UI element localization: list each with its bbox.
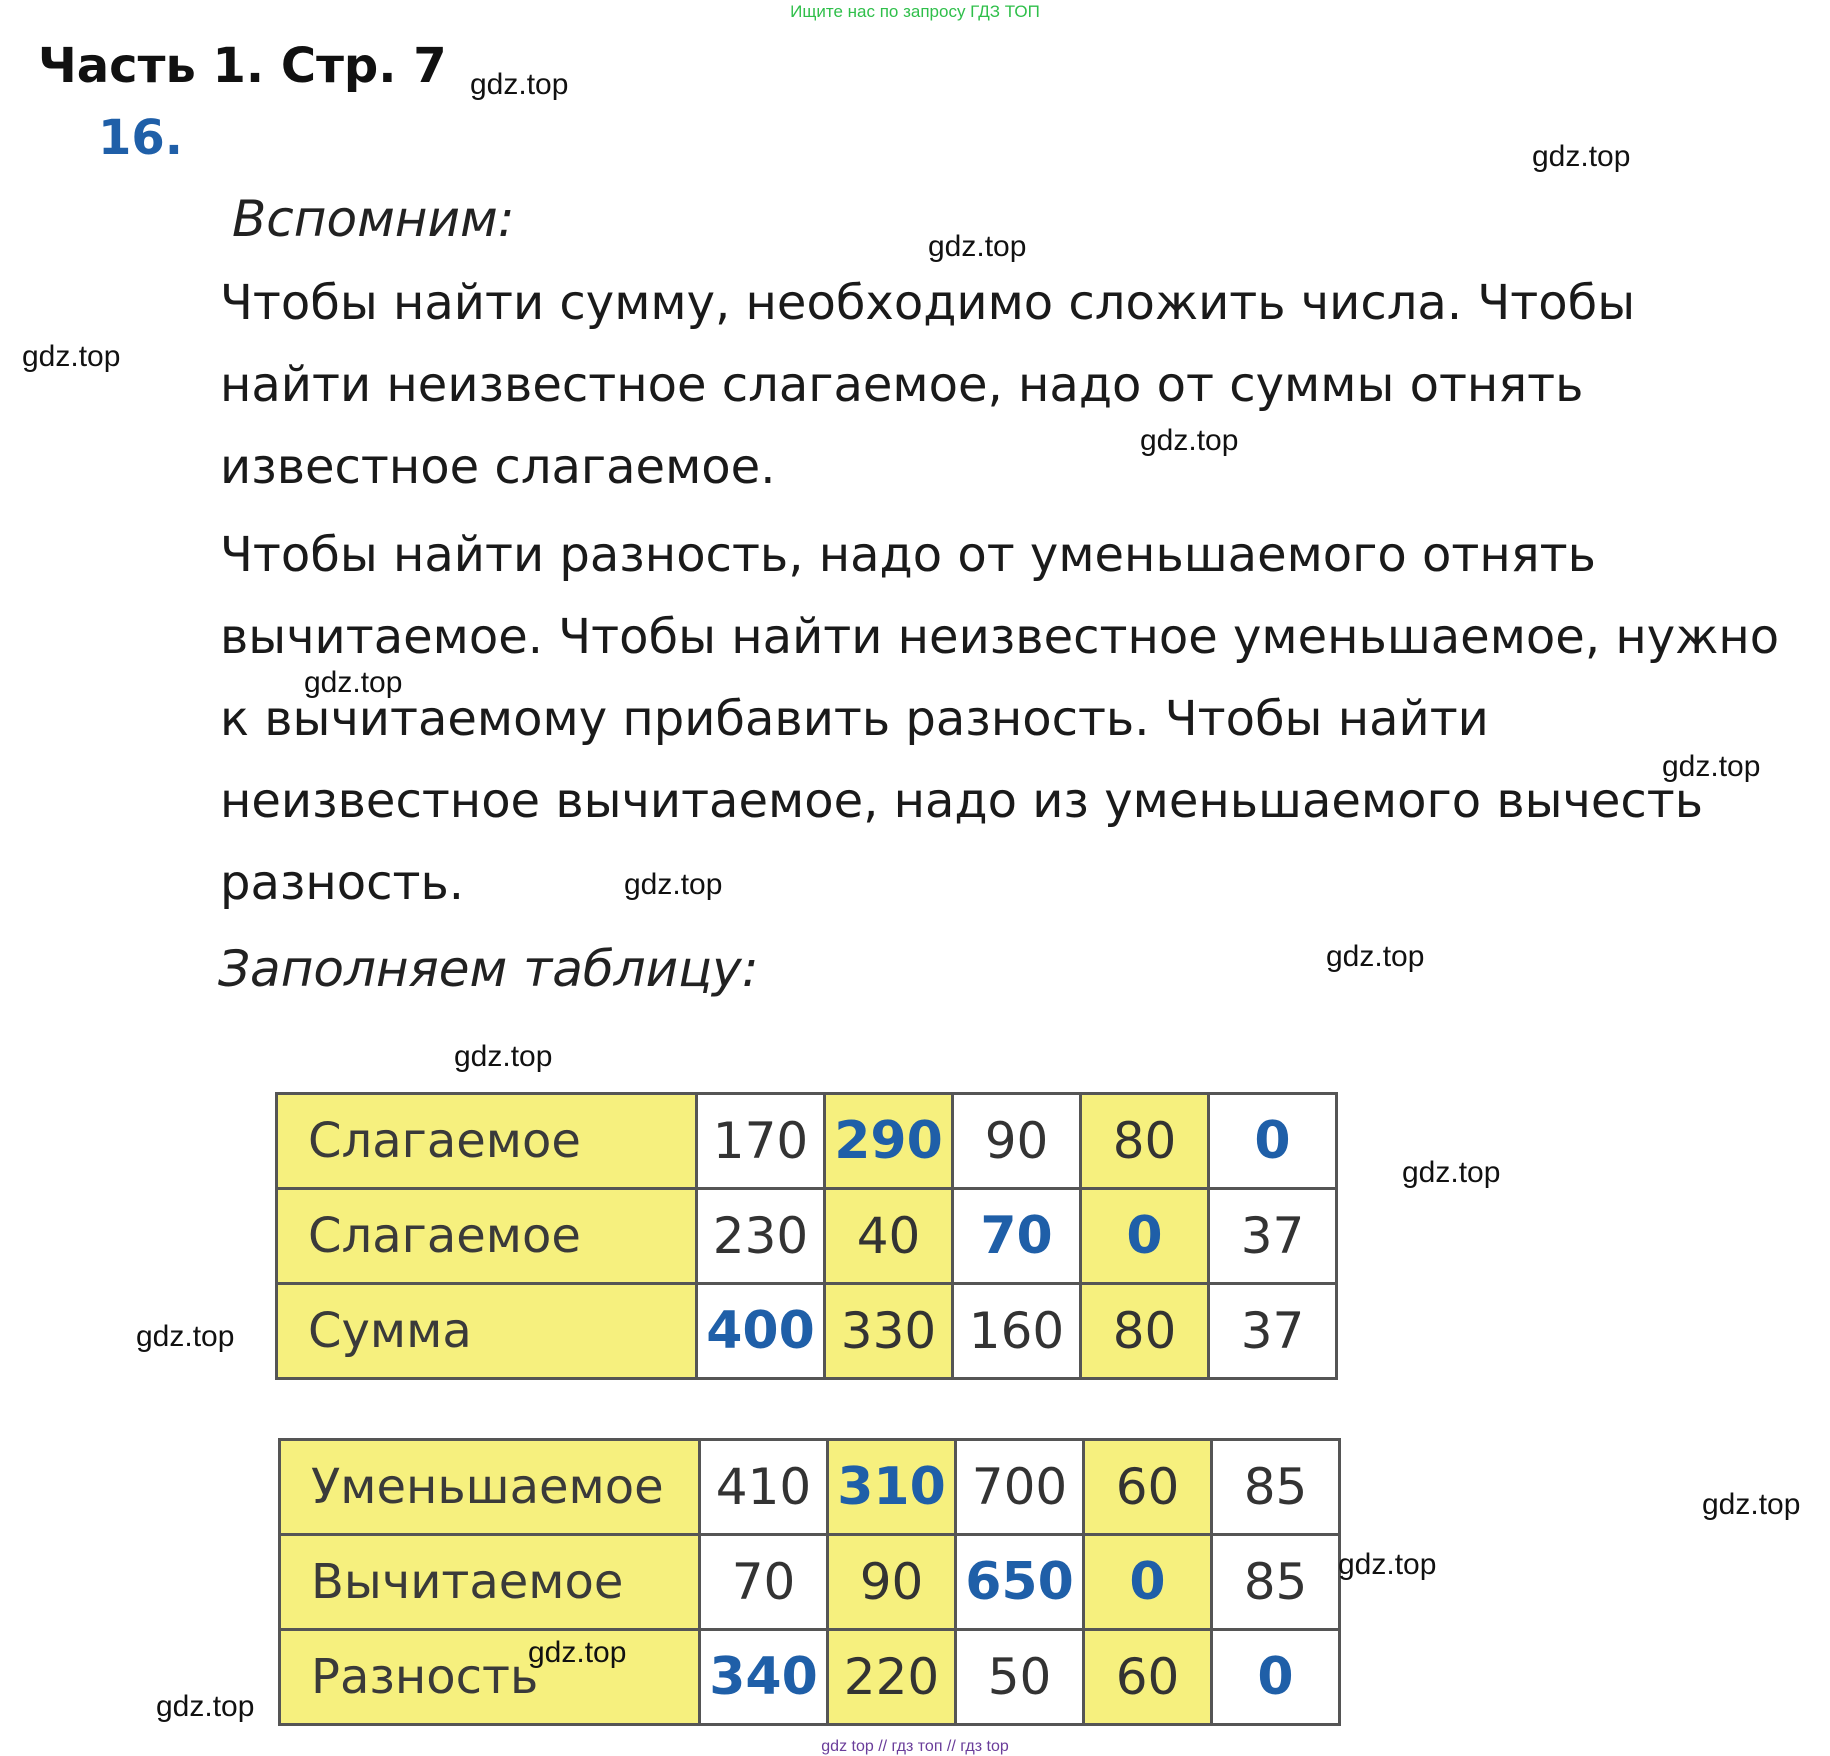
bottom-banner: gdz top // гдз топ // гдз top [821,1738,1009,1755]
table-cell: 410 [700,1440,828,1535]
watermark: gdz.top [528,1636,627,1669]
table-cell: 700 [956,1440,1084,1535]
fill-table-heading: Заполняем таблицу: [218,940,759,998]
watermark: gdz.top [1140,424,1239,457]
table-cell: 50 [956,1630,1084,1725]
rule-addition-text: Чтобы найти сумму, необходимо сложить числа. Чтобы найти неизвестное слагаемое, надо от суммы отнять известное слагаемое. [220,275,1636,495]
table-row [277,1094,1337,1189]
row-label-subtrahend: Вычитаемое [280,1535,700,1630]
watermark: gdz.top [470,68,569,101]
watermark: gdz.top [1532,140,1631,173]
table-cell: 220 [828,1630,956,1725]
table-cell: 160 [953,1284,1081,1379]
answer-cell: 340 [700,1630,828,1725]
answer-cell: 0 [1084,1535,1212,1630]
table-row [280,1440,1340,1535]
answer-cell: 0 [1081,1189,1209,1284]
table-cell: 90 [828,1535,956,1630]
table-row [280,1630,1340,1725]
table-cell: 80 [1081,1094,1209,1189]
page-title: Часть 1. Стр. 7 [38,38,447,94]
table-cell: 40 [825,1189,953,1284]
top-banner: Ищите нас по запросу ГДЗ ТОП [790,2,1040,21]
watermark: gdz.top [304,666,403,699]
rule-subtraction-paragraph [160,514,1800,924]
row-label-difference: Разность [280,1630,700,1725]
answer-cell: 290 [825,1094,953,1189]
table-cell: 85 [1212,1440,1340,1535]
table-cell: 70 [700,1535,828,1630]
answer-cell: 650 [956,1535,1084,1630]
rule-addition-paragraph [160,262,1800,508]
answer-cell: 310 [828,1440,956,1535]
row-label-sum: Сумма [277,1284,697,1379]
watermark: gdz.top [22,340,121,373]
table-cell: 90 [953,1094,1081,1189]
subtraction-table [278,1438,1341,1726]
watermark: gdz.top [624,868,723,901]
table-cell: 37 [1209,1284,1337,1379]
row-label-addend-2: Слагаемое [277,1189,697,1284]
table-cell: 170 [697,1094,825,1189]
row-label-addend-1: Слагаемое [277,1094,697,1189]
watermark: gdz.top [1326,940,1425,973]
rule-subtraction-text: Чтобы найти разность, надо от уменьшаемого отнять вычитаемое. Чтобы найти неизвестное уменьшаемое, нужно к вычитаемому прибавить разность. Чтобы найти неизвестное вычитаемое, надо из уменьшаемого вычесть разность. [220,527,1780,911]
table-cell: 60 [1084,1630,1212,1725]
row-label-minuend: Уменьшаемое [280,1440,700,1535]
answer-cell: 400 [697,1284,825,1379]
table-cell: 230 [697,1189,825,1284]
table-row [280,1535,1340,1630]
watermark: gdz.top [1402,1156,1501,1189]
watermark: gdz.top [136,1320,235,1353]
table-cell: 60 [1084,1440,1212,1535]
table-cell: 37 [1209,1189,1337,1284]
addition-table [275,1092,1338,1380]
table-row [277,1189,1337,1284]
watermark: gdz.top [1338,1548,1437,1581]
answer-cell: 70 [953,1189,1081,1284]
remember-heading: Вспомним: [232,190,515,248]
table-cell: 80 [1081,1284,1209,1379]
watermark: gdz.top [1662,750,1761,783]
watermark: gdz.top [928,230,1027,263]
answer-cell: 0 [1212,1630,1340,1725]
table-cell: 85 [1212,1535,1340,1630]
watermark: gdz.top [1702,1488,1801,1521]
watermark: gdz.top [454,1040,553,1073]
table-row [277,1284,1337,1379]
task-number: 16. [98,110,184,166]
answer-cell: 0 [1209,1094,1337,1189]
table-cell: 330 [825,1284,953,1379]
watermark: gdz.top [156,1690,255,1723]
